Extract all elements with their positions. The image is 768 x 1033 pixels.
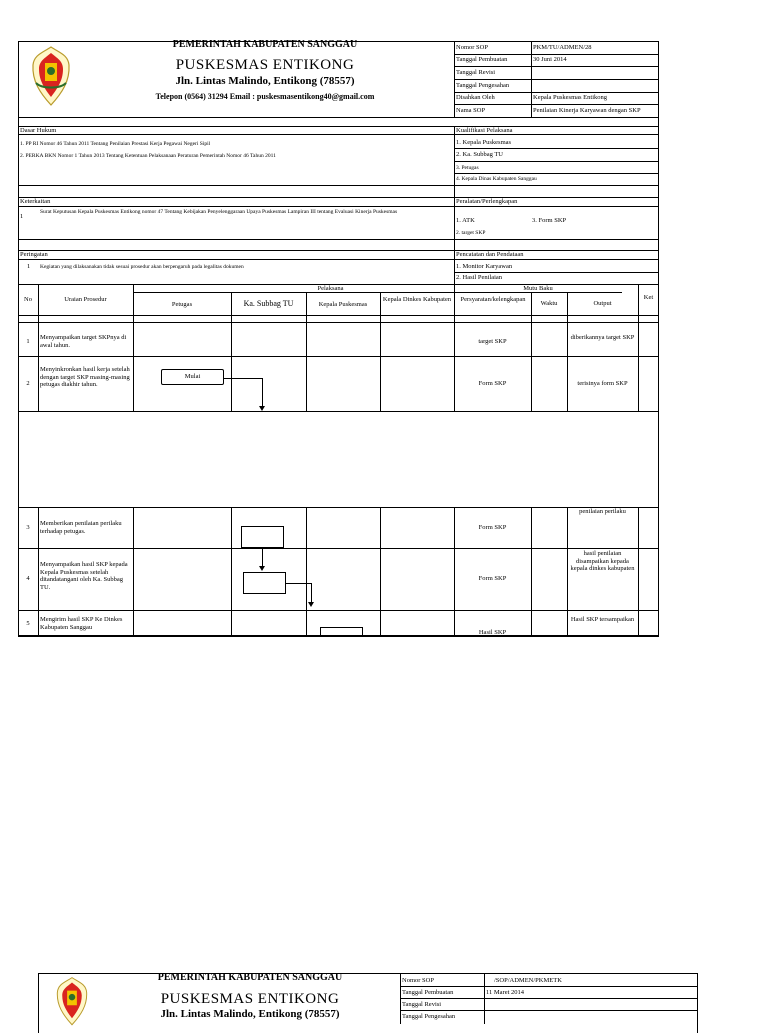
flow-start-label: Mulai (184, 373, 201, 380)
meta-label-nomor: Nomor SOP (456, 44, 488, 51)
flow-process-node (243, 572, 286, 594)
row-no: 4 (26, 575, 30, 582)
footer-addr: Jln. Lintas Malindo, Entikong (78557) (160, 1008, 340, 1020)
footer-org: PUSKESMAS ENTIKONG (160, 991, 340, 1007)
meta-value-nomor: PKM/TU/ADMEN/28 (533, 44, 592, 51)
peringatan-text: Kegiatan yang dilaksanakan tidak sesuai prosedur akan berpengaruh pada legalitas dokumen (40, 264, 244, 270)
col-mutu: Mutu Baku (523, 285, 553, 292)
footer-meta-label: Tanggal Pembuatan (402, 989, 454, 996)
row-kelengkapan: Form SKP (478, 380, 507, 387)
row-output: terisinya form SKP (577, 380, 628, 387)
col-waktu: Waktu (540, 300, 558, 307)
col-uraian: Uraian Prosedur (64, 296, 107, 303)
pencatatan-title: Pencatatan dan Pendataan (456, 251, 524, 258)
row-uraian: Menyampaikan target SKPnya di awal tahun. (40, 334, 127, 349)
header-org: PUSKESMAS ENTIKONG (175, 57, 355, 73)
col-no: No (24, 296, 32, 303)
col-kelengkapan: Persyaratan/kelengkapan (460, 296, 526, 303)
kualifikasi-item: 2. Ka. Subbag TU (456, 151, 504, 158)
col-output: Output (593, 300, 612, 307)
keterkaitan-num: 1 (20, 213, 24, 220)
peringatan-num: 1 (27, 263, 31, 270)
footer-meta-value: /SOP/ADMEN/PKMETK (494, 977, 562, 984)
flow-arrow (259, 406, 265, 411)
row-output-top: penilaian perilaku (579, 508, 626, 515)
footer-meta-label: Nomor SOP (402, 977, 434, 984)
col-pelaksana: Pelaksana (317, 285, 344, 292)
meta-value-nama: Penilaian Kinerja Karyawan dengan SKP (533, 107, 641, 114)
meta-value-disahkan: Kepala Puskesmas Entikong (533, 94, 608, 101)
header-contact: Telepon (0564) 31294 Email : puskesmasentikong40@gmail.com (155, 92, 375, 101)
peralatan-item-form: 3. Form SKP (532, 217, 567, 224)
peralatan-item-atk: 1. ATK (456, 217, 475, 224)
keterkaitan-title: Keterkaitan (20, 198, 51, 205)
keterkaitan-text: Surat Keputusan Kepala Puskesmas Entikong nomor 47 Tentang Kebijakan Penyelenggaraan Upaya Puskesmas Lampiran III tentang Evaluasi Kinerja Puskesmas (40, 209, 398, 215)
peralatan-title: Peralatan/Perlengkapan (456, 198, 518, 205)
header-gov: PEMERINTAH KABUPATEN SANGGAU (172, 39, 358, 50)
footer-meta-label: Tanggal Pengesahan (402, 1013, 456, 1020)
footer-gov: PEMERINTAH KABUPATEN SANGGAU (157, 972, 343, 983)
regency-logo (52, 976, 92, 1028)
row-uraian: Memberikan penilaian perilaku terhadap petugas. (40, 520, 122, 535)
col-kadin: Kepala Dinkes Kabupaten (382, 296, 452, 303)
row-uraian: Mengirim hasil SKP Ke Dinkes Kabupaten Sanggau (40, 616, 123, 631)
row-no: 5 (26, 620, 30, 627)
row-no: 3 (26, 524, 30, 531)
row-no: 1 (26, 338, 30, 345)
col-ket: Ket (643, 294, 654, 301)
meta-value-pembuatan: 30 Juni 2014 (533, 56, 567, 63)
meta-label-nama: Nama SOP (456, 107, 486, 114)
meta-label-revisi: Tanggal Revisi (456, 69, 496, 76)
kualifikasi-title: Kualifikasi Pelaksana (456, 127, 513, 134)
row-uraian: Menyampaikan hasil SKP kepada Kepala Puskesmas setelah ditandatangani oleh Ka. Subbag TU. (40, 561, 128, 591)
row-kelengkapan: Form SKP (478, 575, 507, 582)
dasar-hukum-title: Dasar Hukum (20, 127, 57, 134)
pencatatan-item: 1. Monitor Karyawan (456, 263, 513, 270)
meta-label-pembuatan: Tanggal Pembuatan (456, 56, 508, 63)
footer-meta-value: 11 Maret 2014 (486, 989, 525, 996)
row-no: 2 (26, 380, 30, 387)
dasar-hukum-item: 2. PERKA BKN Nomor 1 Tahun 2013 Tentang Ketentuan Pelaksanaan Peraturan Pemerintah Nomor 46 Tahun 2011 (20, 153, 276, 159)
meta-label-disahkan: Disahkan Oleh (456, 94, 495, 101)
row-kelengkapan: Form SKP (478, 524, 507, 531)
meta-label-pengesahan: Tanggal Pengesahan (456, 82, 510, 89)
kualifikasi-item: 1. Kepala Puskesmas (456, 139, 512, 146)
col-kapus: Kepala Puskesmas (318, 301, 368, 308)
header-addr: Jln. Lintas Malindo, Entikong (78557) (175, 75, 355, 87)
row-kelengkapan: Hasil SKP (478, 629, 507, 636)
row-uraian: Menyinkronkan hasil kerja setelah dengan target SKP masing-masing petugas diakhir tahun. (40, 366, 130, 388)
kualifikasi-item: 3. Petugas (456, 165, 479, 171)
row-output: hasil penilaian disampaikan kepada kepala dinkes kabupaten (570, 550, 635, 572)
row-kelengkapan: target SKP (478, 338, 507, 345)
peringatan-title: Peringatan (20, 251, 48, 258)
col-petugas: Petugas (171, 301, 193, 308)
peralatan-item-target: 2. target SKP (456, 230, 486, 236)
row-output: Hasil SKP tersampaikan (570, 616, 635, 623)
dasar-hukum-item: 1. PP RI Nomor 46 Tahun 2011 Tentang Penilaian Prestasi Kerja Pegawai Negeri Sipil (20, 141, 211, 147)
flow-arrow (308, 602, 314, 607)
regency-logo (30, 45, 72, 109)
row-output: diberikannya target SKP (570, 334, 635, 341)
flow-process-node (320, 627, 363, 637)
footer-meta-label: Tanggal Revisi (402, 1001, 442, 1008)
flow-arrow (259, 566, 265, 571)
kualifikasi-item: 4. Kepala Dinas Kabupaten Sanggau (456, 176, 537, 182)
pencatatan-item: 2. Hasil Penilaian (456, 274, 503, 281)
col-kasubbag: Ka. Subbag TU (243, 299, 294, 308)
flow-process-node (241, 526, 284, 548)
